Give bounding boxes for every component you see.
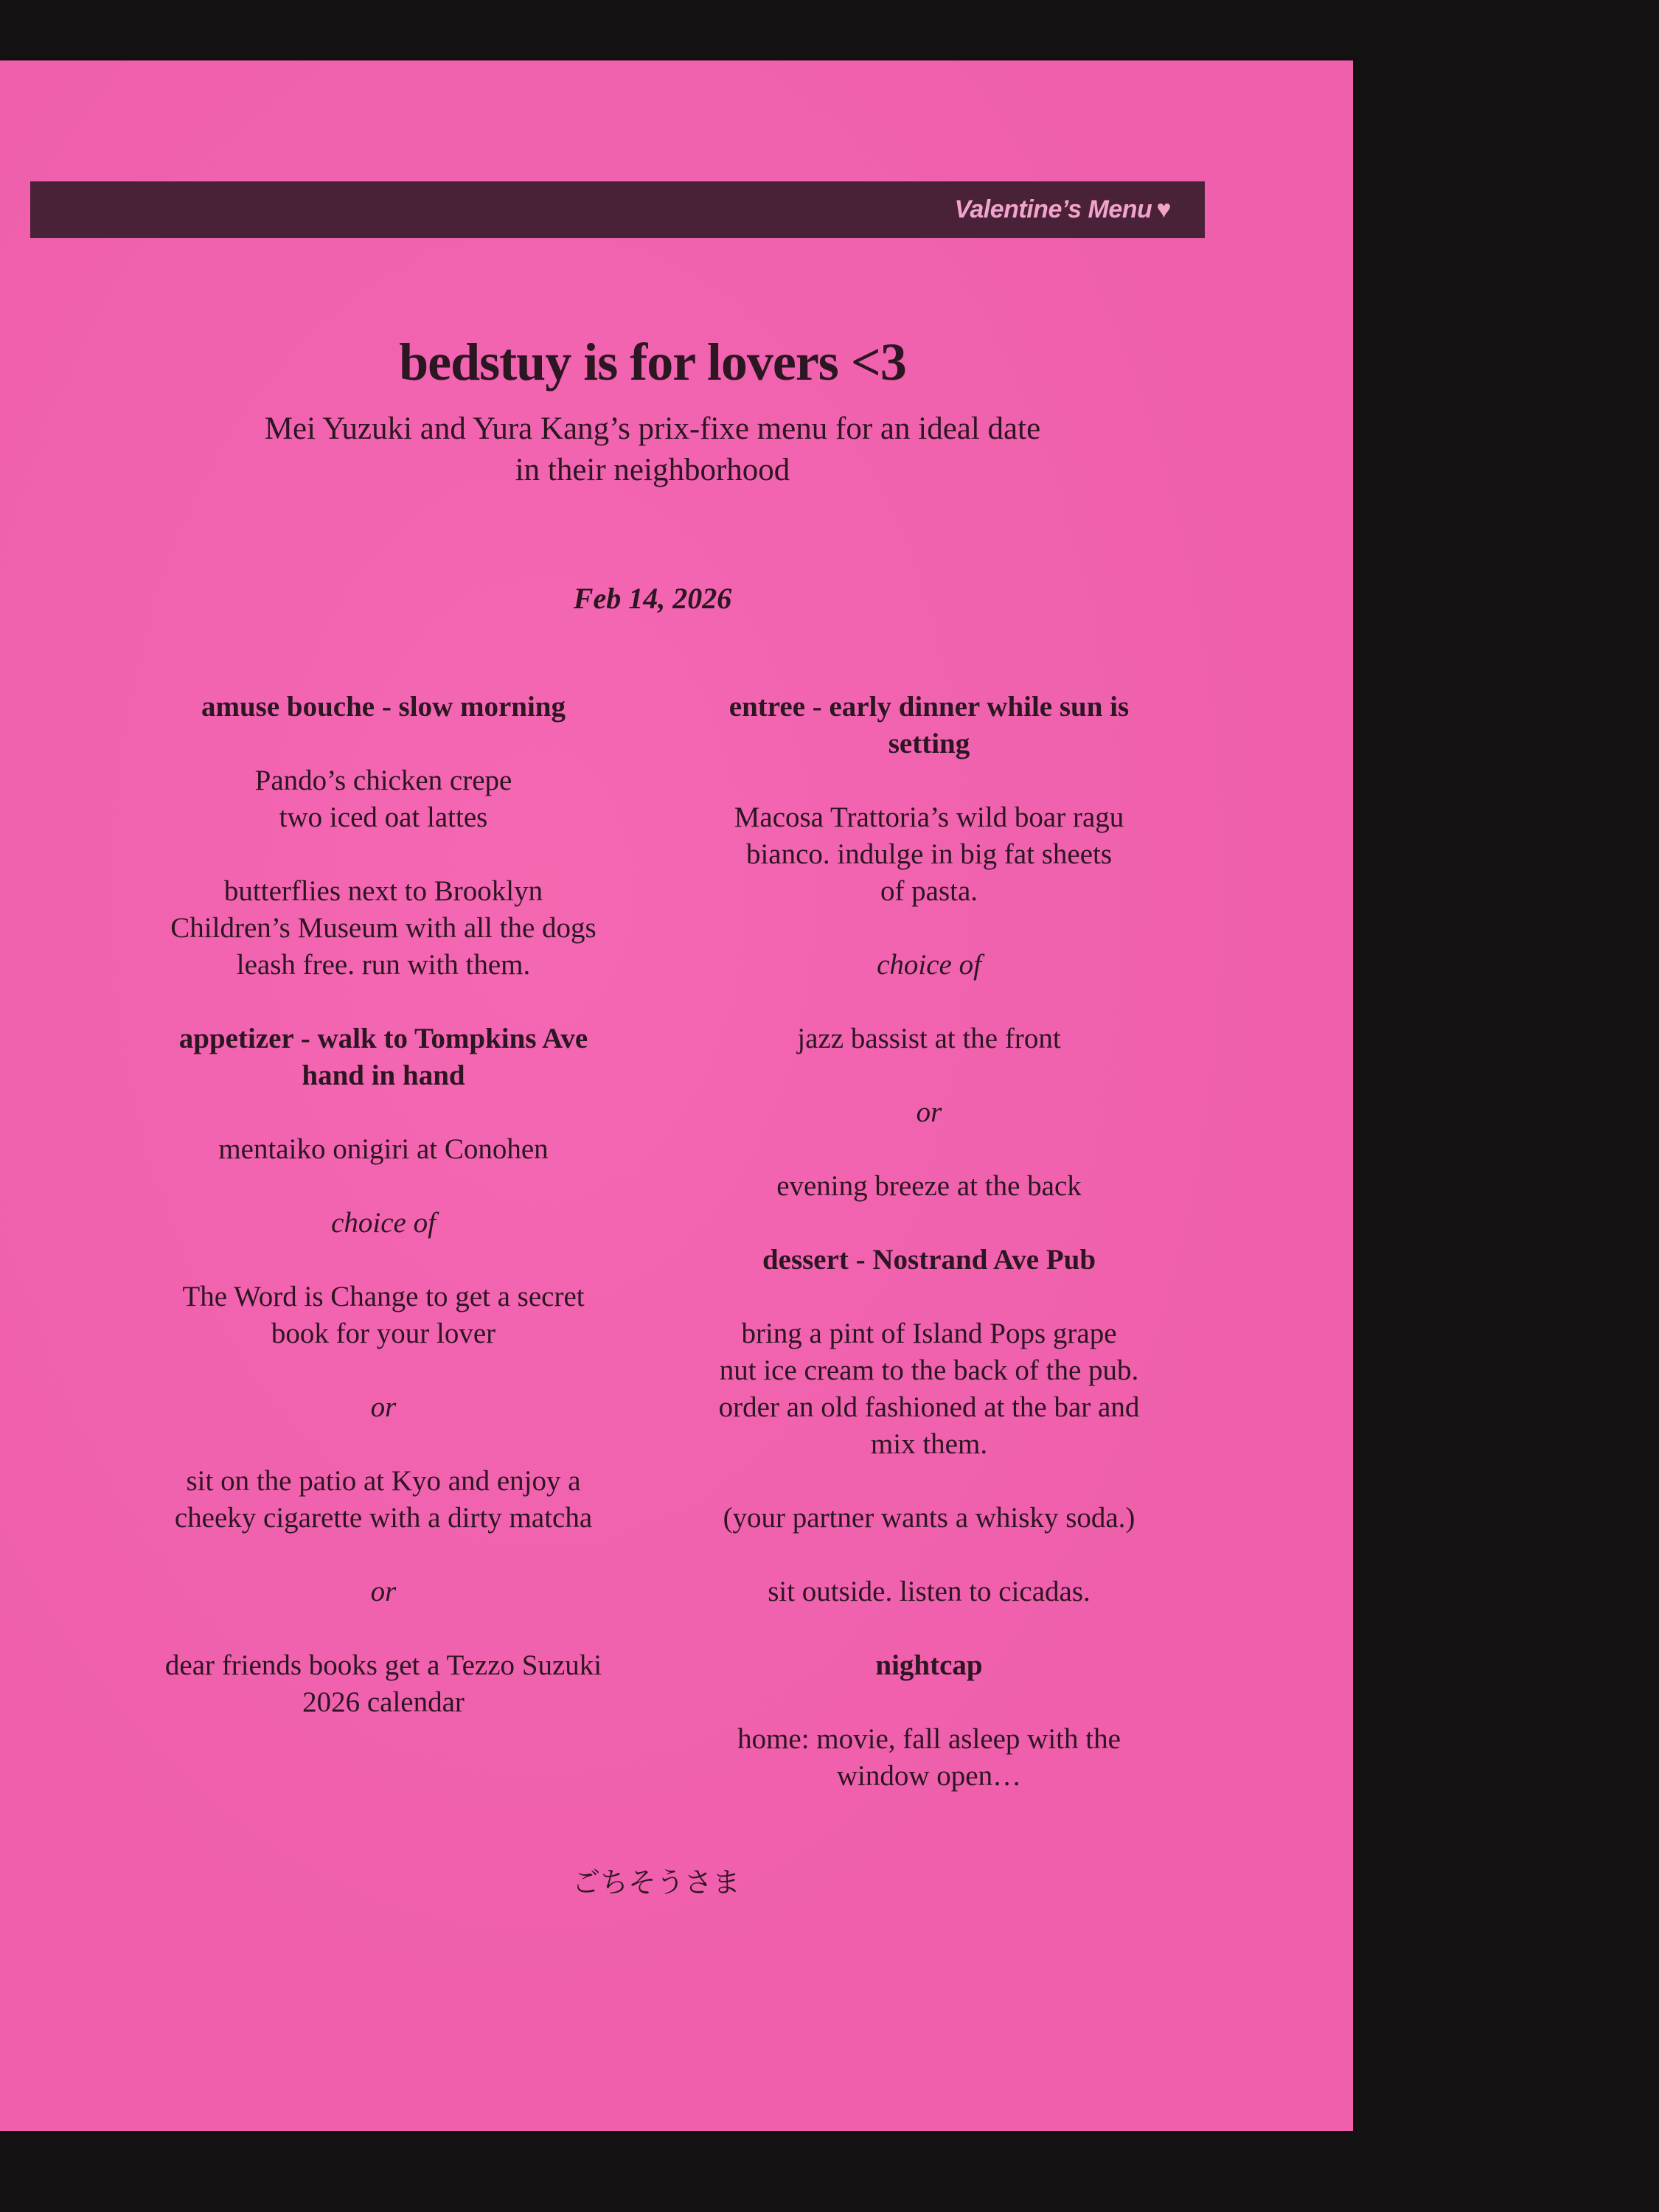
item-line: window open…	[836, 1760, 1022, 1792]
course-heading-nightcap	[671, 1647, 1187, 1684]
heading-line: setting	[888, 728, 970, 759]
course-option	[671, 1168, 1187, 1205]
amuse-heading-text: amuse bouche - slow morning	[201, 691, 566, 723]
subtitle-line-1: Mei Yuzuki and Yura Kang’s prix-fixe menu for an ideal date	[264, 411, 1041, 446]
item-line: two iced oat lattes	[279, 801, 488, 833]
item-line: Children’s Museum with all the dogs	[170, 912, 597, 944]
course-item	[125, 762, 641, 836]
course-heading-amuse	[125, 689, 641, 726]
banner-label: Valentine’s Menu	[954, 195, 1152, 223]
item-line: sit on the patio at Kyo and enjoy a	[186, 1465, 581, 1497]
choice-of-text: choice of	[877, 949, 981, 981]
right-column	[671, 689, 1187, 1832]
course-option	[125, 1647, 641, 1721]
item-line: home: movie, fall asleep with the	[737, 1723, 1121, 1755]
course-option	[125, 1463, 641, 1537]
heading-line: entree - early dinner while sun is	[728, 691, 1130, 723]
course-item	[671, 799, 1187, 910]
item-line: Pando’s chicken crepe	[254, 765, 512, 796]
header-banner	[30, 181, 1205, 238]
item-line: bianco. indulge in big fat sheets	[745, 838, 1113, 870]
banner-label-wrap	[954, 181, 1171, 238]
heading-line: dessert - Nostrand Ave Pub	[762, 1244, 1096, 1276]
heading-line: nightcap	[875, 1649, 983, 1681]
item-line: nut ice cream to the back of the pub.	[719, 1354, 1139, 1386]
course-heading-appetizer	[125, 1020, 641, 1094]
item-line: bring a pint of Island Pops grape	[741, 1318, 1117, 1349]
choice-of-label	[125, 1205, 641, 1242]
item-line: dear friends books get a Tezzo Suzuki	[164, 1649, 602, 1681]
or-text: or	[370, 1576, 397, 1607]
menu-title: bedstuy is for lovers <3	[399, 333, 906, 392]
or-separator	[125, 1389, 641, 1426]
course-note	[671, 1573, 1187, 1610]
or-text: or	[370, 1391, 397, 1423]
course-option	[671, 1020, 1187, 1057]
course-heading-dessert	[671, 1242, 1187, 1279]
menu-date: Feb 14, 2026	[573, 582, 732, 615]
item-line: 2026 calendar	[302, 1686, 465, 1718]
course-heading-entree	[671, 689, 1187, 762]
course-item	[671, 1315, 1187, 1463]
item-line: book for your lover	[271, 1318, 496, 1349]
closing-phrase: ごちそうさま	[571, 1866, 740, 1899]
course-option	[125, 1279, 641, 1352]
item-line: jazz bassist at the front	[797, 1023, 1061, 1054]
item-line: (your partner wants a whisky soda.)	[723, 1502, 1135, 1534]
item-line: of pasta.	[880, 875, 978, 907]
item-line: leash free. run with them.	[236, 949, 531, 981]
course-item	[125, 1131, 641, 1168]
item-line: evening breeze at the back	[776, 1170, 1082, 1202]
choice-of-text: choice of	[331, 1207, 436, 1239]
course-note	[671, 1500, 1187, 1537]
menu-page	[0, 60, 1353, 2131]
menu-subtitle	[0, 408, 1305, 491]
item-line: mix them.	[870, 1428, 988, 1460]
item-line: The Word is Change to get a secret	[182, 1281, 585, 1312]
item-line: sit outside. listen to cicadas.	[768, 1576, 1091, 1607]
item-line: cheeky cigarette with a dirty matcha	[174, 1502, 593, 1534]
choice-of-label	[671, 947, 1187, 984]
or-text: or	[916, 1096, 942, 1128]
item-line: mentaiko onigiri at Conohen	[218, 1133, 549, 1165]
or-separator	[671, 1094, 1187, 1131]
left-column	[125, 689, 641, 1758]
course-item	[671, 1721, 1187, 1795]
subtitle-line-2: in their neighborhood	[515, 453, 790, 487]
heading-line: appetizer - walk to Tompkins Ave	[178, 1023, 588, 1054]
or-separator	[125, 1573, 641, 1610]
item-line: order an old fashioned at the bar and	[718, 1391, 1140, 1423]
heading-line: hand in hand	[302, 1060, 465, 1091]
course-item	[125, 873, 641, 984]
item-line: butterflies next to Brooklyn	[223, 875, 543, 907]
heart-icon: ♥	[1156, 195, 1171, 223]
item-line: Macosa Trattoria’s wild boar ragu	[734, 801, 1124, 833]
